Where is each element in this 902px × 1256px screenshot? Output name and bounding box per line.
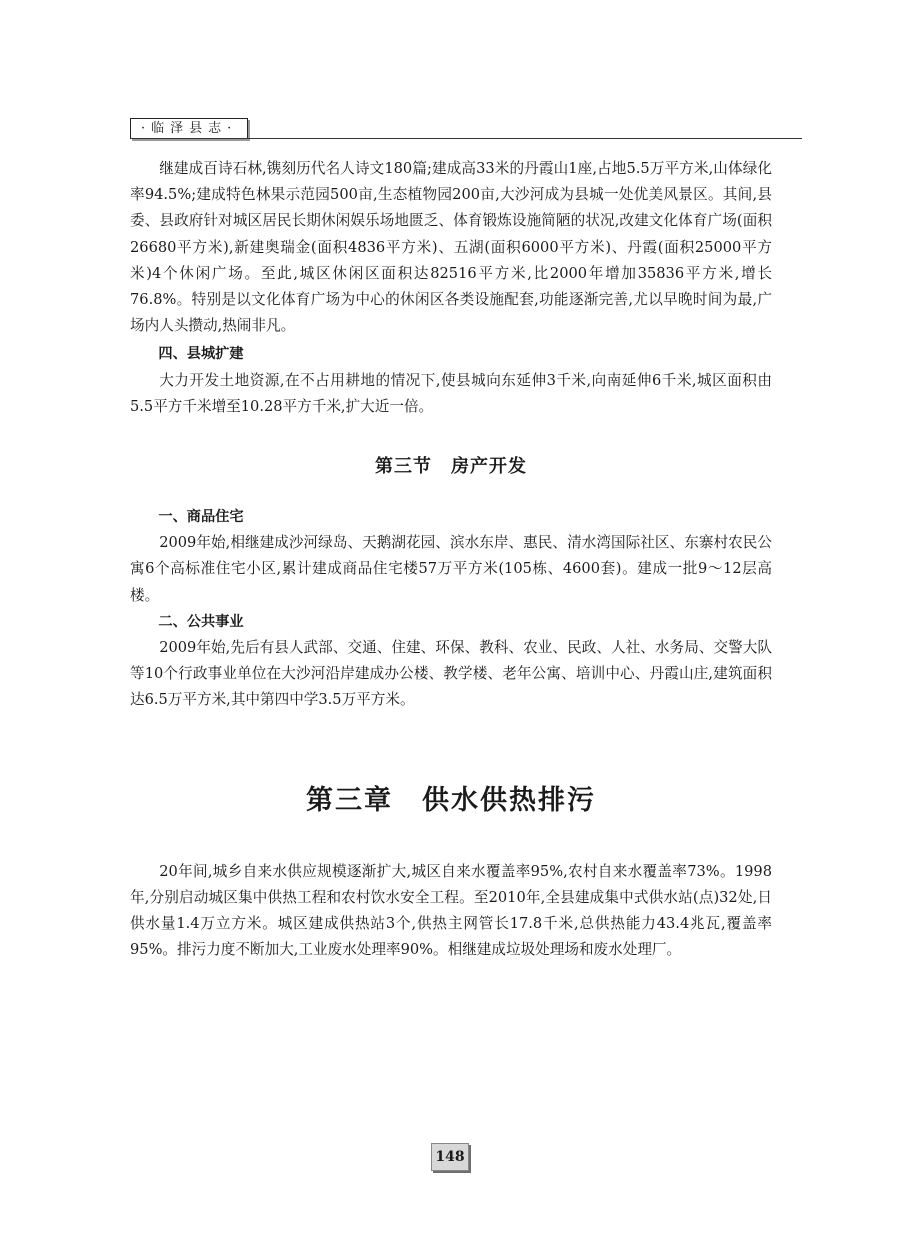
running-header bbox=[130, 118, 802, 140]
header-title: ·临泽县志· bbox=[130, 118, 248, 139]
subhead-public: 二、公共事业 bbox=[158, 613, 244, 630]
paragraph-public: 2009年始,先后有县人武部、交通、住建、环保、教科、农业、民政、人社、水务局、交警大队等10个行政事业单位在大沙河沿岸建成办公楼、教学楼、老年公寓、培训中心、丹霞山庄,建筑面积达6.5万平方米,其中第四中学3.5万平方米。 bbox=[130, 639, 772, 709]
subhead-housing: 一、商品住宅 bbox=[158, 509, 244, 526]
paragraph-intro: 继建成百诗石林,镌刻历代名人诗文180篇;建成高33米的丹霞山1座,占地5.5万平方米,山体绿化率94.5%;建成特色林果示范园500亩,生态植物园200亩,大沙河成为县城一处优美风景区。其间,县委、县政府针对城区居民长期休闲娱乐场地匮乏、体育锻炼设施简陋的状况,改建文化体育广场(面积26680平方米),新建奥瑞金(面积4836平方米)、五湖(面积6000平方米)、丹霞(面积25000平方米)4个休闲广场。至此,城区休闲区面积达82516平方米,比2000年增加35836平方米,增长76.8%。特别是以文化体育广场为中心的休闲区各类设施配套,功能逐渐完善,尤以早晚时间为最,广场内人头攒动,热闹非凡。 bbox=[130, 160, 772, 335]
subhead-county-expansion: 四、县城扩建 bbox=[158, 346, 244, 363]
paragraph-chapter: 20年间,城乡自来水供应规模逐渐扩大,城区自来水覆盖率95%,农村自来水覆盖率73%。1998年,分别启动城区集中供热工程和农村饮水安全工程。至2010年,全县建成集中式供水站(点)32处,日供水量1.4万立方米。城区建成供热站3个,供热主网管长17.8千米,总供热能力43.4兆瓦,覆盖率95%。排污力度不断加大,工业废水处理率90%。相继建成垃圾处理场和废水处理厂。 bbox=[130, 862, 772, 959]
paragraph-county-expansion: 大力开发土地资源,在不占用耕地的情况下,使县城向东延伸3千米,向南延伸6千米,城区面积由5.5平方千米增至10.28平方千米,扩大近一倍。 bbox=[130, 371, 772, 415]
paragraph-housing: 2009年始,相继建成沙河绿岛、天鹅湖花园、滨水东岸、惠民、清水湾国际社区、东寨村农民公寓6个高标准住宅小区,累计建成商品住宅楼57万平方米(105栋、4600套)。建成一批9～12层高楼。 bbox=[130, 534, 772, 604]
chapter-title: 第三章 供水供热排污 bbox=[306, 784, 596, 816]
section-title: 第三节 房产开发 bbox=[375, 456, 527, 478]
header-rule bbox=[130, 138, 802, 139]
page-number: 148 bbox=[431, 1143, 469, 1171]
page-content bbox=[130, 156, 772, 963]
